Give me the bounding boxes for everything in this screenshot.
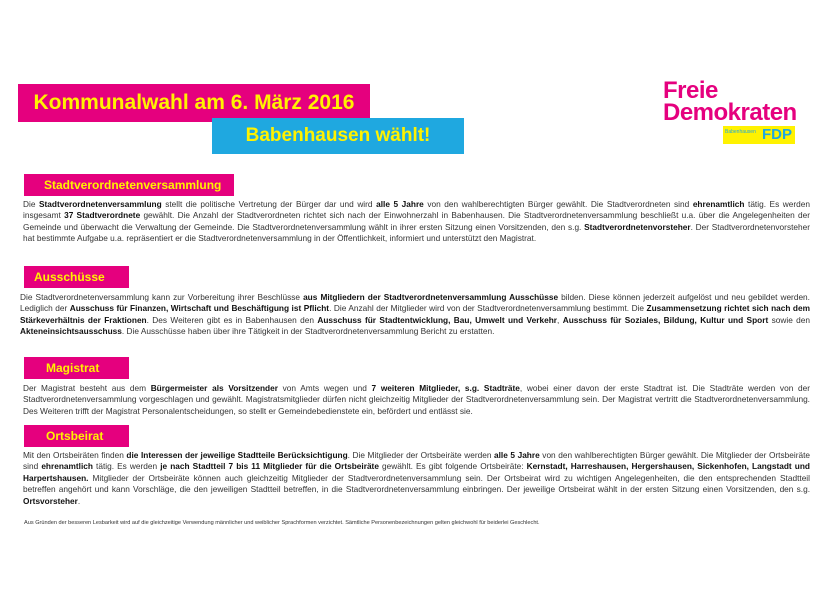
emphasis-text: Stadtverordnetenvorsteher [584,221,691,232]
emphasis-text: je nach Stadtteil 7 bis 11 Mitglieder für die Ortsbeiräte [160,461,379,472]
logo-line-1: Freie [663,77,718,104]
emphasis-text: Ausschuss für Soziales, Bildung, Kultur und Sport [562,314,769,325]
body-text: von den wahlberechtigten Bürger gewählt. Die Stadtverordneten sind [423,199,693,209]
body-text: . Des Weiteren gibt es in Babenhausen den [146,314,318,325]
footnote: Aus Gründen der besseren Lesbarkeit wird auf die gleichzeitige Verwendung männlicher und weiblicher Sprachformen verzichtet. Sämtliche Personenbezeichnungen gelten gleichwohl für beiderlei Geschlecht. [24,520,540,526]
emphasis-text: Bürgermeister als Vorsitzender [150,383,278,393]
logo-line-2: Demokraten [663,99,797,126]
logo-party: FDP [762,126,792,143]
body-text: stellt die politische Vertretung der Bürger dar und wird [161,199,377,209]
emphasis-text: aus Mitgliedern der Stadtverordnetenversammlung Ausschüsse [303,292,559,302]
emphasis-text: alle 5 Jahre [494,450,540,460]
emphasis-text: Ausschuss für Stadtentwicklung, Bau, Umwelt und Verkehr [317,314,558,325]
section-heading-stadtverordnetenversammlung: Stadtverordnetenversammlung [24,174,234,196]
body-text: Der Magistrat besteht aus dem [23,383,151,393]
emphasis-text: Akteneinsichtsausschuss [20,326,122,337]
body-text: von Amts wegen und [277,383,372,393]
body-text: gewählt. Es gibt folgende Ortsbeiräte: [378,461,527,472]
body-text: Mitglieder der Ortsbeiräte können auch gleichzeitig Mitglieder der Stadtverordnetenversammlung sein. Der Ortsbeirat wird zu wichtigen Angelegenheiten, die den entsprechenden Stadtteil betreffen angehört und kann Vorschläge, die den jeweiligen Stadtteil betreffen, in die Stadtverordnetenversammlung einbringen. Der jeweilige Ortsbeirat wählt in der ersten Sitzung einen Vorsitzenden, den s.g. [23,472,810,495]
section-heading-ortsbeirat: Ortsbeirat [24,425,129,447]
body-text: gewählt. Die Anzahl der Stadtverordneten richtet sich nach der Einwohnerzahl in Babenhausen. Die Stadtverordnetenversammlung beschließt u.a. über die Angelegenheiten der Gemeinde und überwacht die Verwaltung der Gemeinde. Die Stadtverordnetenversammlung wählt in ihrer ersten Sitzung einen Vorsitzenden, den s.g. [23,210,810,232]
body-text: . Die Anzahl der Mitglieder wird von der Stadtverordnetenversammlung bestimmt. Die [329,303,647,314]
body-text: tätig. Es werden [92,461,161,472]
emphasis-text: alle 5 Jahre [376,199,424,209]
logo-location: Babenhausen [725,129,756,135]
body-text: von den wahlberechtigten Bürger gewählt. Die Mitglieder der Ortsbeiräte sind [23,450,811,472]
section-heading-magistrat: Magistrat [24,357,129,379]
body-text: . [77,495,81,506]
fdp-logo [663,77,811,144]
body-text: sowie den [768,314,811,325]
emphasis-text: ehrenamtlich [692,199,745,209]
section-text-ortsbeirat [23,450,810,507]
body-text: , [557,314,563,325]
body-text: tätig. Es werden insgesamt [23,199,810,221]
logo-bar [723,126,795,144]
page-title: Kommunalwahl am 6. März 2016 [18,84,370,122]
emphasis-text: Ausschuss für Finanzen, Wirtschaft und Beschäftigung ist Pflicht [69,303,330,314]
body-text: Die [23,199,39,209]
emphasis-text: Zusammensetzung richtet sich nach dem Stärkeverhältnis der Fraktionen [20,303,810,325]
section-text-stadtverordnetenversammlung [23,199,810,245]
emphasis-text: Ortsvorsteher [23,495,78,506]
section-text-magistrat [23,383,810,417]
emphasis-text: Stadtverordnetenversammlung [39,199,162,209]
emphasis-text: Kernstadt, Harreshausen, Hergershausen, Sickenhofen, Langstadt und Harpertshausen. [23,461,810,483]
section-text-ausschuesse [20,292,810,338]
body-text: Mit den Ortsbeiräten finden [23,450,127,460]
emphasis-text: 37 Stadtverordnete [64,210,141,221]
emphasis-text: ehrenamtlich [41,461,93,472]
body-text: . Die Ausschüsse haben über ihre Tätigkeit in der Stadtverordnetenversammlung Bericht zu erstatten. [121,326,495,337]
body-text: . Die Mitglieder der Ortsbeiräte werden [347,450,494,460]
emphasis-text: die Interessen der jeweilige Stadtteile Berücksichtigung [126,450,348,460]
body-text: . Der Stadtverordnetenvorsteher hat bestimmte Aufgabe u.a. repräsentiert er die Stadtverordnetenversammlung in der Öffentlichkeit, informiert und unterstützt den Magistrat. [23,221,810,244]
section-heading-ausschuesse: Ausschüsse [24,266,129,288]
body-text: , wobei einer davon der erste Stadtrat ist. Die Stadträte werden von der Stadtverordnetenversammlung vorgeschlagen und gewählt. Magistratsmitglieder dürfen nicht gleichzeitig Mitglieder der Stadtverordnetenversammlung sein. Der Magistrat vertritt die Stadtverordnetenversammlung. Des Weiteren trifft der Magistrat Personalentscheidungen, so stellt er Gemeindebedienstete ein, befördert und entlässt sie. [23,383,810,416]
body-text: Die Stadtverordnetenversammlung kann zur Vorbereitung ihrer Beschlüsse [20,292,304,302]
body-text: bilden. Diese können jederzeit aufgelöst und neu gebildet werden. Lediglich der [20,292,810,314]
page-subtitle: Babenhausen wählt! [212,118,464,154]
emphasis-text: 7 weiteren Mitglieder, s.g. Stadträte [371,383,520,393]
